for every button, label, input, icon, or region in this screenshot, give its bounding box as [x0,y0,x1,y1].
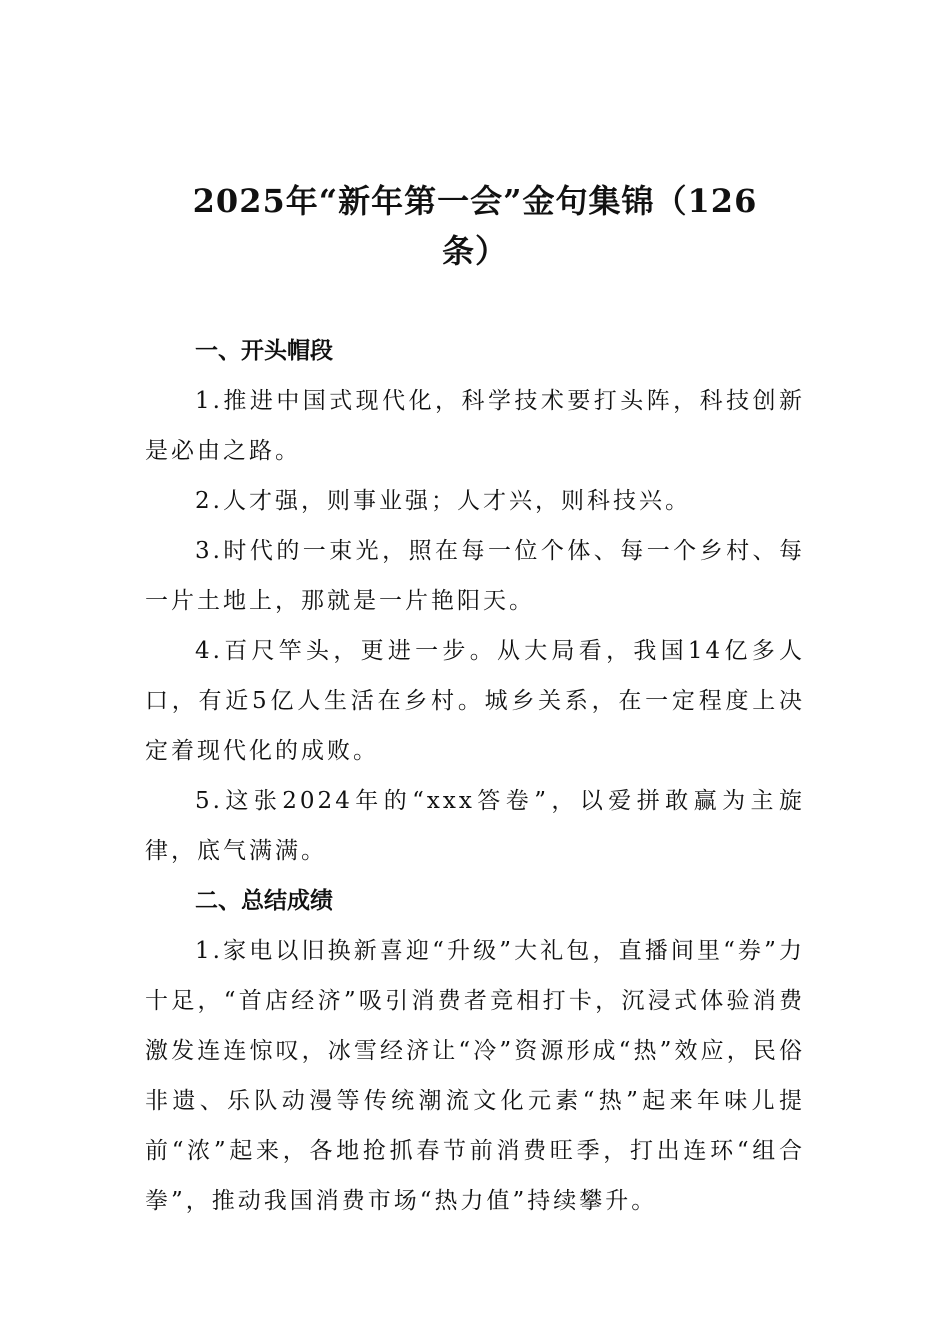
paragraph: 3.时代的一束光，照在每一位个体、每一个乡村、每一片土地上，那就是一片艳阳天。 [145,538,805,614]
section-heading-achievements: 二、总结成绩 [195,888,333,914]
paragraph: 1.推进中国式现代化，科学技术要打头阵，科技创新是必由之路。 [145,388,805,464]
paragraph: 5.这张2024年的“xxx答卷”，以爱拼敢赢为主旋律，底气满满。 [145,788,805,864]
document-body [145,326,805,1226]
paragraph: 1.家电以旧换新喜迎“升级”大礼包，直播间里“券”力十足，“首店经济”吸引消费者竞相打卡，沉浸式体验消费激发连连惊叹，冰雪经济让“冷”资源形成“热”效应，民俗非遗、乐队动漫等传统潮流文化元素“热”起来年味儿提前“浓”起来，各地抢抓春节前消费旺季，打出连环“组合拳”，推动我国消费市场“热力值”持续攀升。 [145,938,805,1214]
paragraph: 2.人才强，则事业强；人才兴，则科技兴。 [195,488,691,514]
document-title: 2025年“新年第一会”金句集锦（126条） [192,182,758,270]
paragraph: 4.百尺竿头，更进一步。从大局看，我国14亿多人口，有近5亿人生活在乡村。城乡关系，在一定程度上决定着现代化的成败。 [145,638,805,764]
section-heading-opening: 一、开头帽段 [195,338,333,364]
